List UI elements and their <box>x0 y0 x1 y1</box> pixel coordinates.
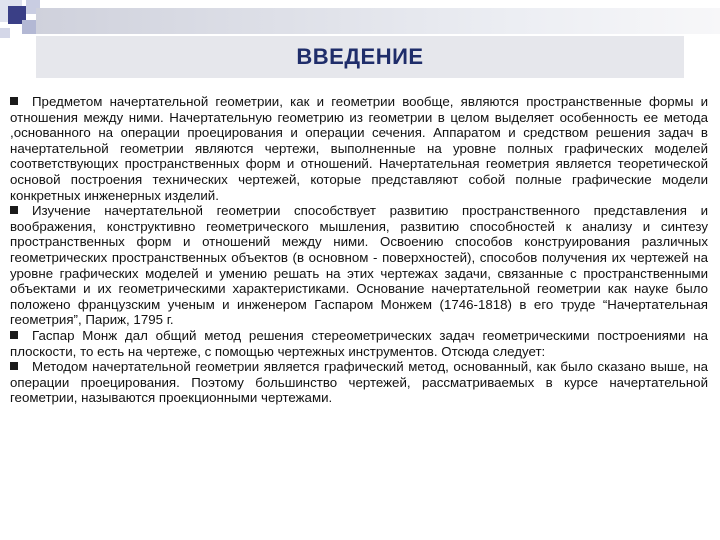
paragraph-text: Изучение начертательной геометрии способствует развитию пространственного представления и воображения, конструктивно геометрического мышления, развитию способностей к анализу и синтезу пространственных форм и отношений между ними. Освоению способов конструирования различных геометрических пространственных объектов (в основном - поверхностей), способов получения их чертежей на уровне графических моделей и умению решать на этих чертежах задачи, связанные с пространственными объектами и их геометрическими характеристиками. Основание начертательной геометрии как науке было положено французским ученым и инженером Гаспаром Монжем (1746-1818) в его труде “Начертательная геометрия”, Париж, 1795 г. <box>10 203 708 328</box>
square-bullet-icon <box>10 206 18 214</box>
paragraph <box>10 94 708 203</box>
paragraph <box>10 359 708 406</box>
decorative-square <box>0 28 10 38</box>
decorative-square <box>22 20 36 34</box>
paragraph-text: Предметом начертательной геометрии, как и геометрии вообще, являются пространственные формы и отношения между ними. Начертательную геометрию из геометрии в целом выделяет особенность ее метода ,основанного на операции проецирования и операции сечения. Аппаратом и средством решения задач в начертательной геометрии являются чертежи, выполненные на уровне полных графических моделей соответствующих пространственных форм и отношений. Начертательная геометрия является теоретической основой построения технических чертежей, которые представляют собой полные графические модели конкретных инженерных изделий. <box>10 94 708 203</box>
title-box <box>36 36 684 78</box>
page-title: ВВЕДЕНИЕ <box>296 44 424 69</box>
header-band <box>36 8 720 34</box>
paragraph <box>10 203 708 328</box>
square-bullet-icon <box>10 97 18 105</box>
paragraph-text: Методом начертательной геометрии является графический метод, основанный, как было сказано выше, на операции проецирования. Поэтому большинство чертежей, рассматриваемых в курсе начертательной геометрии, называются проекционными чертежами. <box>10 359 708 406</box>
paragraph <box>10 328 708 359</box>
paragraph-text: Гаспар Монж дал общий метод решения стереометрических задач геометрическими построениями на плоскости, то есть на чертеже, с помощью чертежных инструментов. Отсюда следует: <box>10 327 708 359</box>
slide-body <box>10 94 708 406</box>
square-bullet-icon <box>10 362 18 370</box>
square-bullet-icon <box>10 331 18 339</box>
